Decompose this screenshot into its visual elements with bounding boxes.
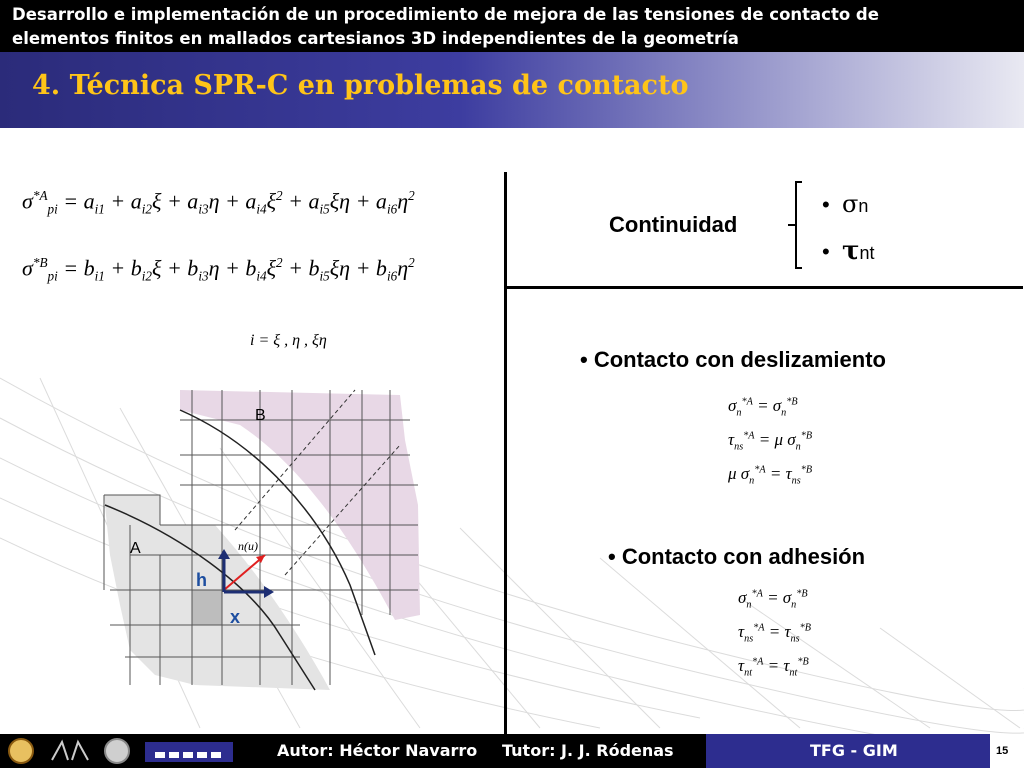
footer-tutor: Tutor: J. J. Ródenas — [502, 741, 674, 760]
equation-sigma-b: $\sigma^{*B}_{pi} = b_{i1} + b_{i2}\xi + b_{i3}\eta + b_{i4}\xi^2 + b_{i5}\xi\eta + b_{i6}\eta^2$ — [22, 255, 415, 284]
page-number: 15 — [996, 745, 1009, 757]
cont-item-1: • σn — [822, 190, 869, 218]
brace — [786, 180, 806, 270]
footer-autor: Autor: Héctor Navarro — [277, 741, 478, 760]
university-seal-icon — [8, 738, 34, 764]
title-bar — [0, 52, 1024, 128]
header-bar — [0, 0, 1024, 52]
label-b: B — [255, 407, 266, 424]
equation-domain: i = ξ , η , ξη — [250, 332, 327, 349]
adhesion-heading: • Contacto con adhesión — [608, 544, 866, 569]
school-logo-icon — [48, 738, 92, 764]
eq-adh-3: $\tau_{nt}^{*A} = \tau_{nt}^{*B}$ — [738, 656, 809, 679]
label-h: h — [196, 570, 207, 590]
cont-item-2: • τnt — [822, 236, 875, 266]
horizontal-divider — [507, 286, 1023, 289]
vertical-divider — [504, 172, 507, 734]
continuidad-label: Continuidad — [609, 212, 738, 237]
label-x: x — [230, 607, 241, 627]
footer-tfg-box — [706, 734, 990, 768]
eq-adh-1: $\sigma_n^{*A} = \sigma_n^{*B}$ — [738, 588, 808, 611]
eq-adh-2: $\tau_{ns}^{*A} = \tau_{ns}^{*B}$ — [738, 622, 811, 645]
equation-sigma-a: $\sigma^{*A}_{pi} = a_{i1} + a_{i2}\xi + a_{i3}\eta + a_{i4}\xi^2 + a_{i5}\xi\eta + a_{i6}\eta^2$ — [22, 188, 415, 217]
header-line-1: Desarrollo e implementación de un procedimiento de mejora de las tensiones de contacto de — [12, 5, 879, 24]
footer-tfg: TFG - GIM — [810, 741, 898, 760]
footer-bar — [0, 734, 1024, 768]
label-a: A — [130, 540, 141, 557]
eq-slide-1: $\sigma_n^{*A} = \sigma_n^{*B}$ — [728, 396, 798, 419]
mesh-diagram — [100, 385, 430, 695]
eq-slide-2: $\tau_{ns}^{*A} = \mu$ $\sigma_n^{*B}$ — [728, 430, 813, 453]
institution-logo-icon — [145, 742, 233, 762]
page-number-box — [990, 734, 1024, 768]
header-line-2: elementos finitos en mallados cartesianos 3D independientes de la geometría — [12, 29, 739, 48]
slide-title: 4. Técnica SPR-C en problemas de contacto — [32, 70, 689, 101]
normal-label: n(u) — [238, 539, 258, 553]
department-logo-icon — [104, 738, 130, 764]
eq-slide-3: μ $\sigma_n^{*A} = \tau_{ns}^{*B}$ — [728, 464, 813, 487]
deslizamiento-heading: • Contacto con deslizamiento — [580, 347, 886, 372]
